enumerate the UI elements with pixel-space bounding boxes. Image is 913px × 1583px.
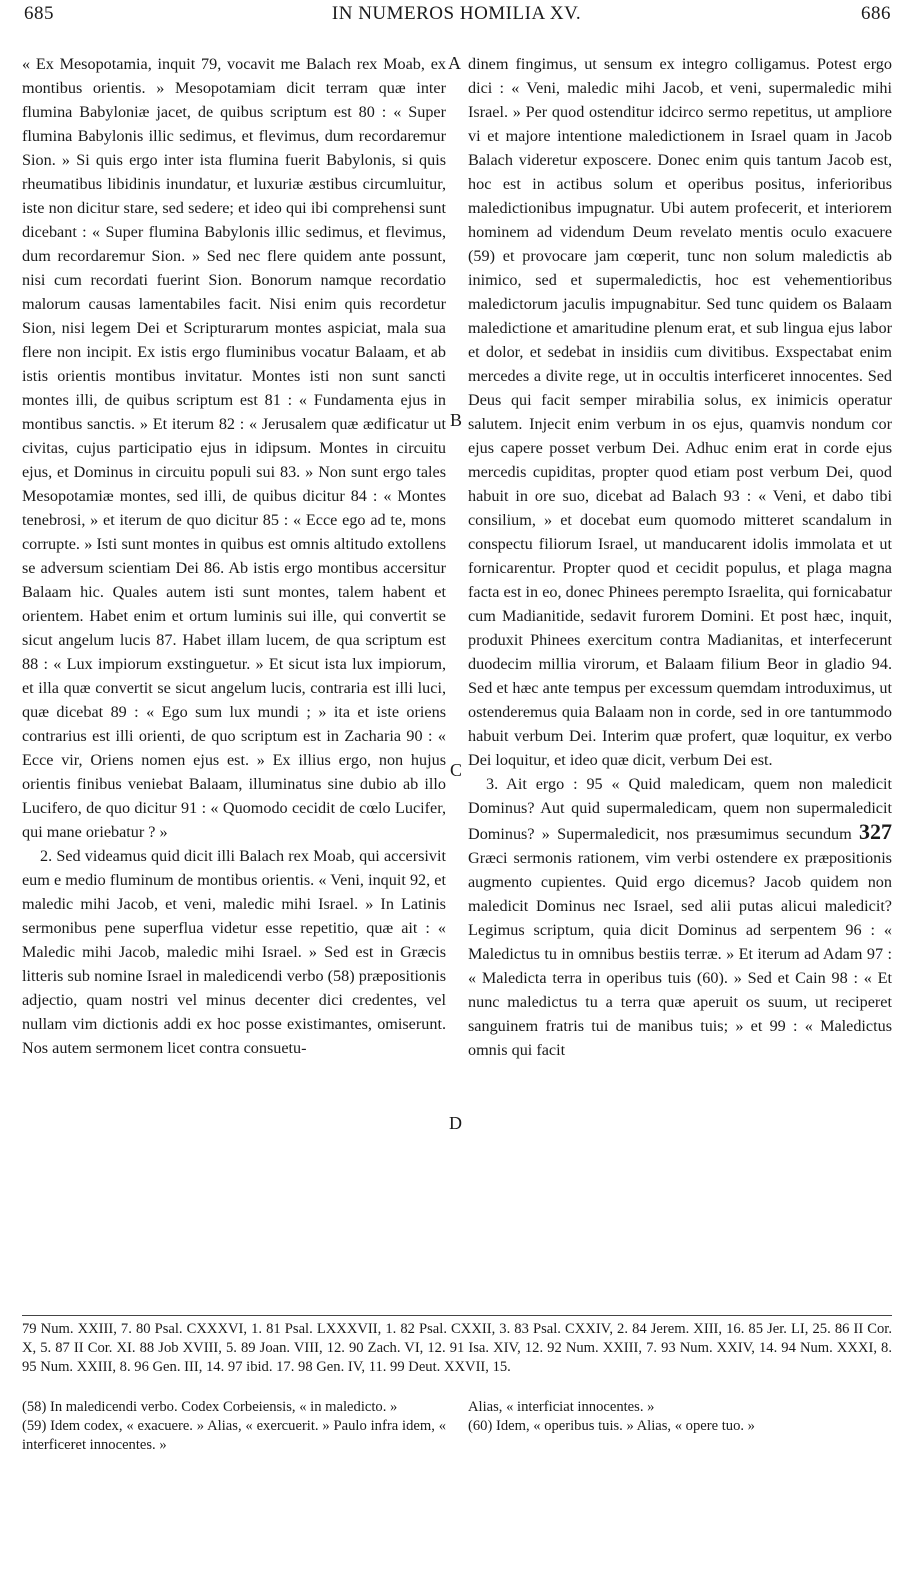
footnote: (59) Idem codex, « exacuere. » Alias, « exercuerit. » Paulo infra idem, « interficeret innocentes. » bbox=[22, 1418, 446, 1453]
footnote: (58) In maledicendi verbo. Codex Corbeiensis, « in maledicto. » bbox=[22, 1399, 398, 1415]
paragraph: « Ex Mesopotamia, inquit 79, vocavit me Balach rex Moab, ex montibus orientis. » Mesopotamiam dicit terram quæ inter flumina Babyloniæ jacet, de quibus scriptum est 80 : « Super flumina Babylonis illic sedimus, et flevimus, dum recordaremur Sion. » Si quis ergo inter ista flumina fuerit Babylonis, si quis rheumatibus libidinis inundatur, et luxuriæ æstibus circumluitur, iste non dicitur stare, sed sedere; et ideo qui ibi comprehensi sunt dicebant : « Super flumina Babylonis illic sedimus, et flevimus, dum recordaremur Sion. » Sed nec flere quidem ante possunt, nisi cum recordati fuerint Sion. Bonorum namque recordatio malorum causas lamentabiles facit. Nisi enim quis recordetur Sion, nisi legem Dei et Scripturarum montes aspiciat, mala sua flere non incipit. Ex istis ergo fluminibus vocatur Balaam, et ab istis orientis montibus invitatur. Montes isti non sunt sancti montes illi, de quibus scriptum est 81 : « Fundamenta ejus in montibus sanctis. » Et iterum 82 : « Jerusalem quæ ædificatur ut civitas, cujus participatio ejus in idipsum. Montes in circuitu ejus, et Dominus in circuitu populi sui 83. » Non sunt ergo tales Mesopotamiæ montes, sed illi, de quibus dicitur 84 : « Montes tenebrosi, » et iterum de quo dicitur 85 : « Ecce ego ad te, mons corrupte. » Isti sunt montes in quibus est omnis altitudo extollens se adversum scientiam Dei 86. Ab istis ergo montibus accersitur Balaam hic. Quales autem isti sunt montes, talem habent et orientem. Habet enim et ortum luminis sui ille, qui convertit se sicut angelum lucis 87. Habet illam lucem, de qua scriptum est 88 : « Lux impiorum exstinguetur. » Et sicut ista lux impiorum, et illa quæ convertit se sicut angelum lucis, contraria est illi luci, quæ dicebat 89 : « Ego sum lux mundi ; » ita et iste oriens contrarius est illi orienti, de quo scriptum est in Zacharia 90 : « Ecce vir, Oriens nomen ejus est. » Ex illius ergo, non hujus orientis finibus veniebat Balaam, illuminatus sine dubio ab illo Lucifero, de quo dicitur 91 : « Quomodo cecidit de cœlo Lucifer, qui mane oriebatur ? » bbox=[22, 55, 446, 841]
margin-letter-b: B bbox=[450, 410, 463, 430]
page-number-right: 686 bbox=[861, 3, 891, 24]
left-column bbox=[22, 52, 446, 1060]
paragraph: 2. Sed videamus quid dicit illi Balach rex Moab, qui accersivit eum e medio fluminum de montibus orientis. « Veni, inquit 92, et maledic mihi Jacob, et veni, maledic mihi Israel. » In Latinis sermonibus pene superflua videtur esse repetitio, quæ ait : « Maledic mihi Jacob, maledic mihi Israel. » Sed est in Græcis litteris sub nomine Israel in maledicendi verbo (58) præpositionis adjectio, quam nostri vel minus decenter dici credentes, vel nullam vim dictionis addi ex hoc posse existimantes, omiserunt. Nos autem sermonem licet contra consuetu- bbox=[22, 847, 446, 1057]
margin-letter-c: C bbox=[450, 760, 463, 780]
footnote: (60) Idem, « operibus tuis. » Alias, « opere tuo. » bbox=[468, 1418, 755, 1434]
footnotes-left bbox=[22, 1398, 446, 1455]
footnote: Alias, « interficiat innocentes. » bbox=[468, 1399, 655, 1415]
paragraph: dinem fingimus, ut sensum ex integro colligamus. Potest ergo dici : « Veni, maledic mihi Jacob, et veni, supermaledic mihi Israel. » Per quod ostenditur idcirco sermo repetitus, ut ampliore vi et majore intentione maledictionem in Israel quam in Jacob Balach videretur exposcere. Donec enim quis tantum Jacob est, hoc est in actibus solum et operibus positus, inferioribus maledictionibus impugnatur. Ubi autem profecerit, et interiorem hominem ad videndum Deum revelato mentis oculo exacuere (59) et provocare jam cœperit, tunc non solum maledictis ab inimico, sed et supermaledictis, hoc est vehementioribus maledictorum jaculis impugnabitur. Sed tunc quidem os Balaam maledictione et amaritudine plenum erat, et sub lingua ejus labor et dolor, et sedebat in insidiis cum divitibus. Exspectabat enim mercedes a divite rege, ut in occultis interficeret innocentes. Sed Deus qui facit semper mirabilia solus, ex inimicis operatur salutem. Injecit enim verbum in os ejus, quamvis nondum cor ejus capere posset verbum Dei. Adhuc enim erat in corde ejus mercedis cupiditas, propter quod etiam post verbum Dei, quod habuit in ore suo, dicebat ad Balach 93 : « Veni, et dabo tibi consilium, » et docebat eum quomodo mitteret scandalum in conspectu filiorum Israel, ut manducarent idolis immolata et ut fornicarentur. Propter quod et cecidit populus, et plaga magna facta est in eo, donec Phinees perempto Israelita, qui fornicabatur cum Madianitide, sedavit furorem Domini. Et post hæc, inquit, produxit Phinees exercitum contra Madianitas, et interfecerunt duodecim millia virorum, et Balaam filium Beor in gladio 94. Sed et hæc ante tempus per excessum quemdam introduximus, ut ostenderemus quia Balaam non in corde, sed in ore tantummodo habuit verbum Dei. Interim quæ profert, quæ loquitur, ex verbo Dei loquitur, et ideo quæ dicit, verbum Dei est. bbox=[468, 55, 892, 769]
margin-letter-d: D bbox=[449, 1113, 462, 1133]
margin-letter-a: A bbox=[448, 53, 461, 73]
footnote-divider bbox=[22, 1315, 892, 1316]
footnotes-right bbox=[468, 1398, 892, 1436]
running-header bbox=[0, 3, 913, 27]
right-column bbox=[468, 52, 892, 1062]
scripture-references: 79 Num. XXIII, 7. 80 Psal. CXXXVI, 1. 81 Psal. LXXXVII, 1. 82 Psal. CXXII, 3. 83 Psal. CXXIV, 2. 84 Jerem. XIII, 16. 85 Jer. LI, 25. 86 II Cor. X, 5. 87 II Cor. XI. 88 Job XVIII, 5. 89 Joan. VIII, 12. 90 Zach. VI, 12. 91 Isa. XIV, 12. 92 Num. XXIII, 7. 93 Num. XXIV, 14. 94 Num. XXXI, 8. 95 Num. XXIII, 8. 96 Gen. III, 14. 97 ibid. 17. 98 Gen. IV, 11. 99 Deut. XXVII, 15. bbox=[22, 1321, 892, 1375]
paragraph-text: Græci sermonis rationem, vim verbi ostendere ex præpositionis augmento cupientes. Quid ergo dicemus? Jacob quidem non maledicit Dominus nec Israel, sed alii putas alicui maledicit? Legimus scriptum, quia dicit Dominus ad serpentem 96 : « Maledictus tu in omnibus bestiis terræ. » Et iterum ad Adam 97 : « Maledicta terra in operibus tuis (60). » Sed et Cain 98 : « Et nunc maledictus tu a terra quæ aperuit os suum, ut reciperet sanguinem fratris tui de manibus tuis; » et 99 : « Maledictus omnis qui facit bbox=[468, 849, 892, 1059]
page-number-left: 685 bbox=[24, 3, 54, 24]
page-marker-number: 327 bbox=[859, 819, 892, 844]
paragraph-text: 3. Ait ergo : 95 « Quid maledicam, quem non maledicit Dominus? Aut quid supermaledicam, quem non supermaledicit Dominus? » Supermaledicit, nos præsumimus secundum bbox=[468, 775, 892, 843]
paragraph bbox=[468, 772, 892, 1062]
running-title: IN NUMEROS HOMILIA XV. bbox=[331, 3, 582, 24]
